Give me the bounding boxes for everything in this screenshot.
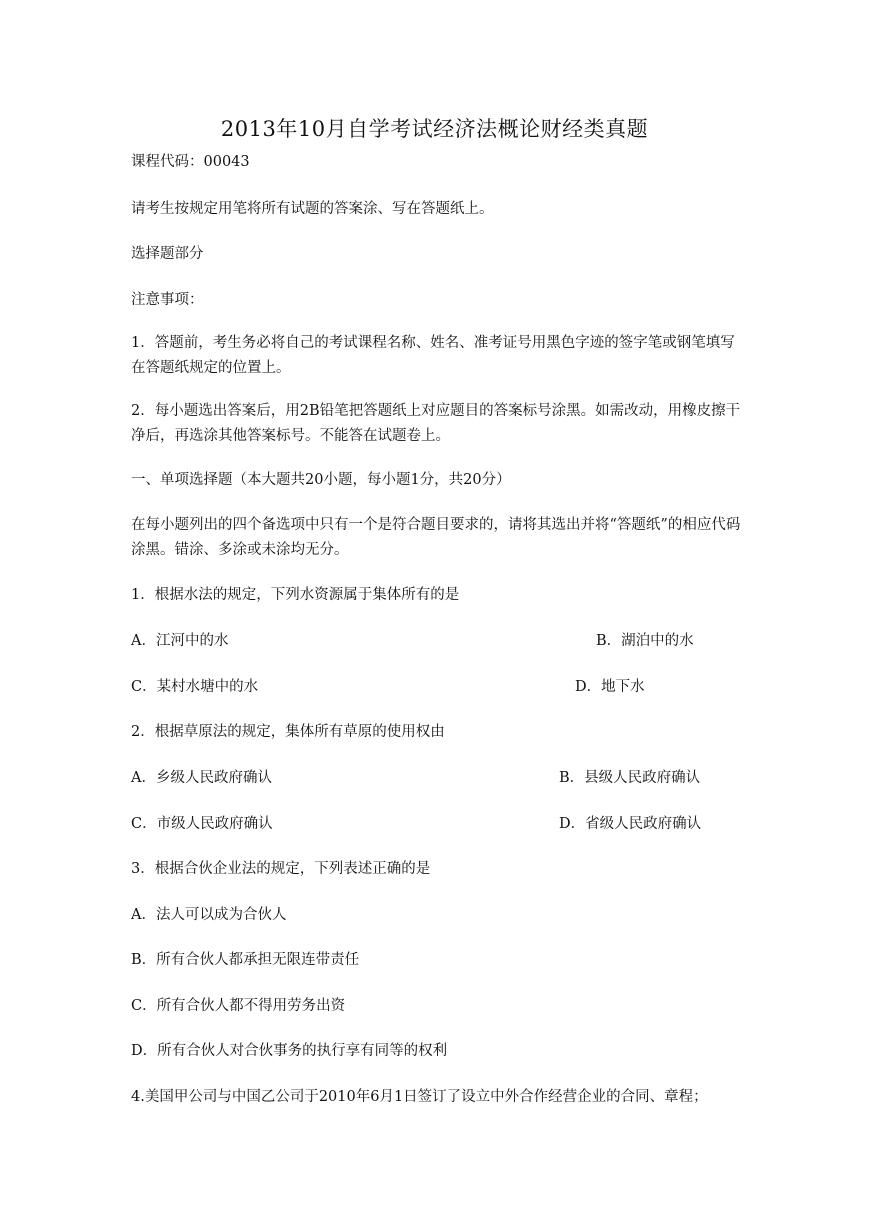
question-option: A．法人可以成为合伙人	[131, 907, 287, 923]
question-option: C．市级人民政府确认	[131, 816, 273, 832]
question-stem: 2．根据草原法的规定，集体所有草原的使用权由	[131, 724, 445, 740]
question-option: D．地下水	[575, 679, 645, 695]
question-stem: 3．根据合伙企业法的规定，下列表述正确的是	[131, 861, 431, 877]
notice-item-2: 2．每小题选出答案后，用2B铅笔把答题纸上对应题目的答案标号涂黑。如需改动，用橡皮擦干净后，再选涂其他答案标号。不能答在试题卷上。	[131, 403, 741, 444]
question-option: B．所有合伙人都承担无限连带责任	[131, 952, 360, 968]
document-title: 2013年10月自学考试经济法概论财经类真题	[220, 117, 649, 141]
notice-heading: 注意事项：	[131, 292, 204, 308]
course-code: 课程代码：00043	[131, 154, 250, 170]
question-option: A．江河中的水	[131, 633, 229, 649]
question-option: C．某村水塘中的水	[131, 679, 259, 695]
question-option: A．乡级人民政府确认	[131, 770, 272, 786]
question-option: C．所有合伙人都不得用劳务出资	[131, 998, 346, 1014]
exam-instruction: 请考生按规定用笔将所有试题的答案涂、写在答题纸上。	[131, 201, 494, 217]
question-option: B．湖泊中的水	[596, 633, 694, 649]
question-option: D．所有合伙人对合伙事务的执行享有同等的权利	[131, 1043, 448, 1059]
part-one-instruction: 在每小题列出的四个备选项中只有一个是符合题目要求的，请将其选出并将“答题纸”的相应代码涂黑。错涂、多涂或未涂均无分。	[131, 517, 741, 558]
question-option: B．县级人民政府确认	[559, 770, 701, 786]
question-stem: 4.美国甲公司与中国乙公司于2010年6月1日签订了设立中外合作经营企业的合同、章程；	[131, 1089, 708, 1105]
question-stem: 1．根据水法的规定，下列水资源属于集体所有的是	[131, 587, 460, 603]
notice-item-1: 1．答题前，考生务必将自己的考试课程名称、姓名、准考证号用黑色字迹的签字笔或钢笔填写在答题纸规定的位置上。	[131, 335, 735, 376]
part-one-heading: 一、单项选择题（本大题共20小题，每小题1分，共20分）	[131, 472, 511, 488]
section-heading: 选择题部分	[131, 246, 204, 262]
question-option: D．省级人民政府确认	[559, 816, 702, 832]
